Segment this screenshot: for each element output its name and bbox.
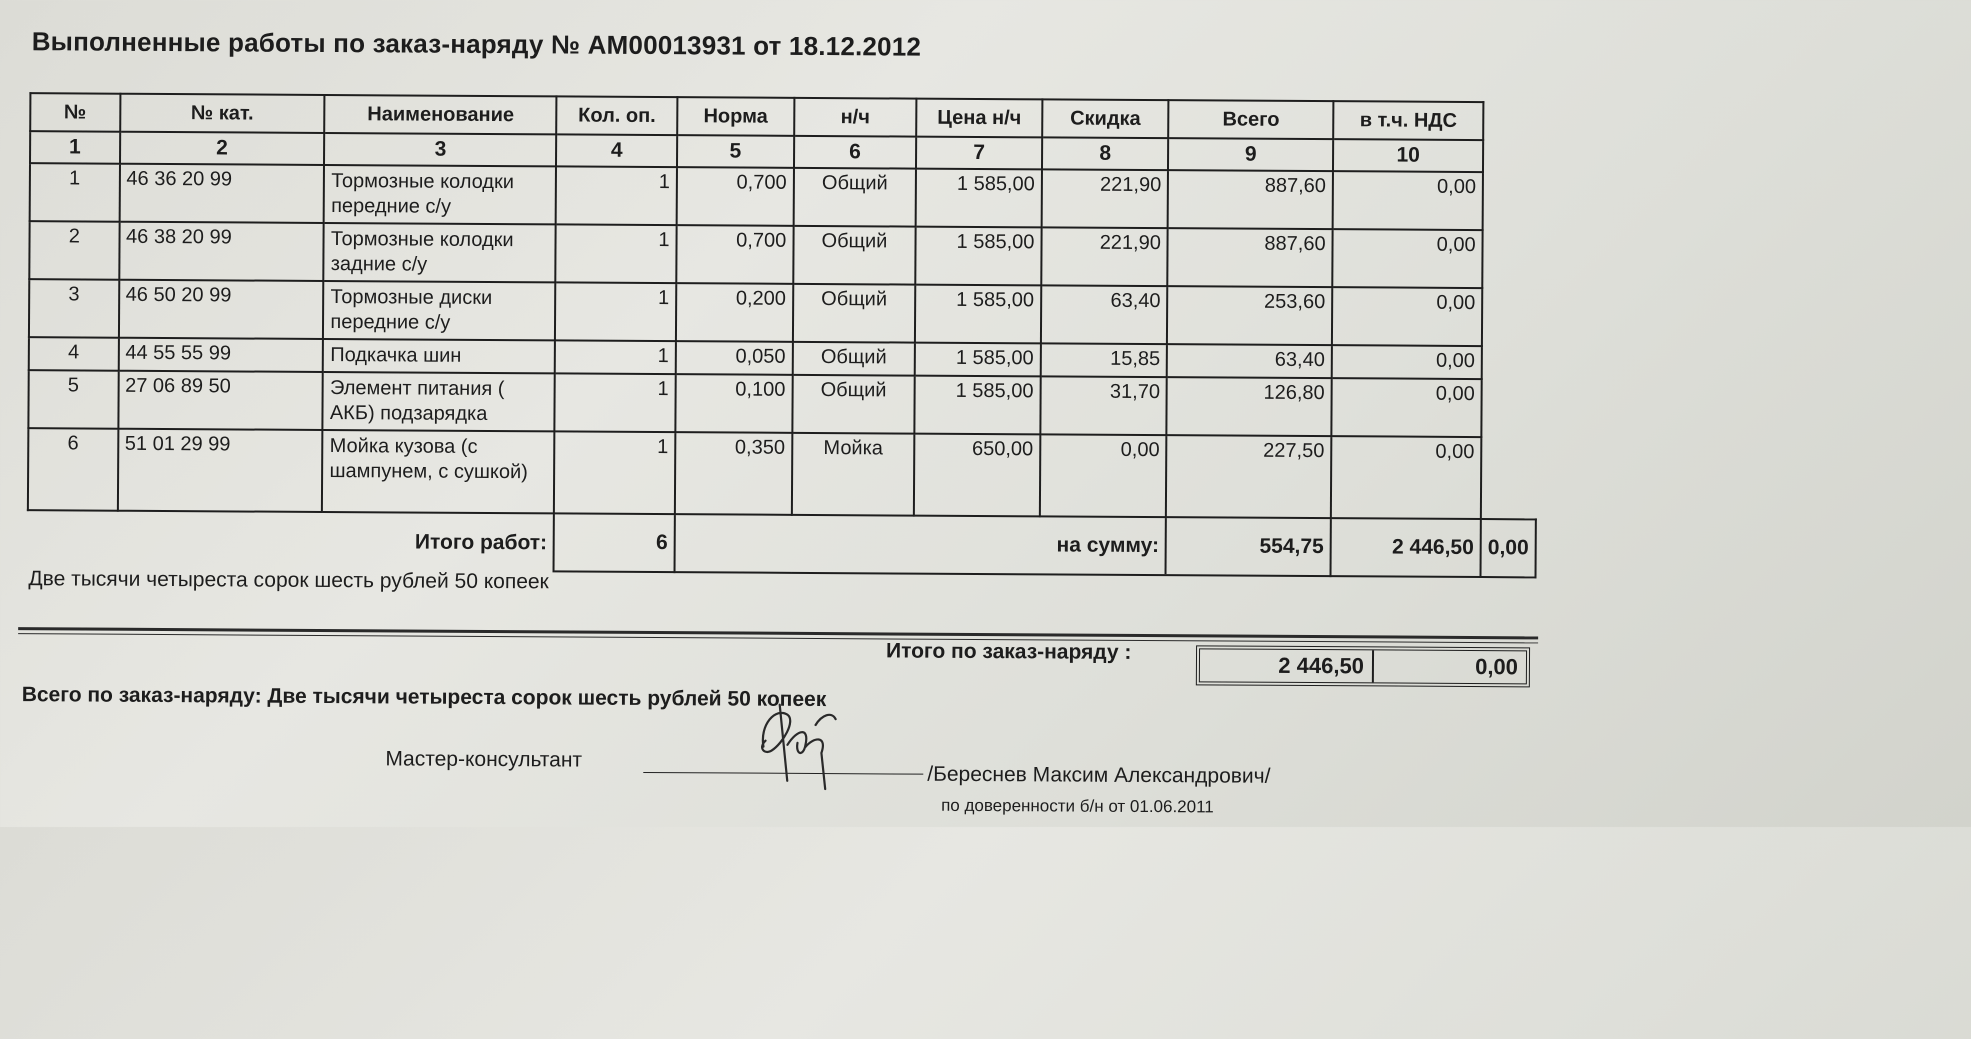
row-type: Общий [793,226,916,285]
discount-total: 554,75 [1166,517,1331,576]
row-vat: 0,00 [1331,378,1481,437]
row-num: 4 [29,337,119,371]
row-vat: 0,00 [1331,436,1482,519]
row-norm: 0,700 [676,225,793,284]
master-consultant-name: /Береснев Максим Александрович/ [927,762,1271,788]
header-qty: Кол. оп. [557,96,678,135]
row-num: 1 [30,163,120,222]
header-vat: в т.ч. НДС [1333,101,1483,140]
vat-total: 0,00 [1481,519,1536,577]
table-row [29,279,1537,346]
table-row [30,163,1538,230]
row-discount: 63,40 [1041,285,1168,344]
row-total: 253,60 [1167,286,1332,345]
row-discount: 221,90 [1042,169,1169,228]
row-discount: 0,00 [1040,434,1167,517]
row-cat: 44 55 55 99 [118,338,323,372]
row-cat: 46 38 20 99 [119,222,324,281]
row-name: Подкачка шин [323,339,555,373]
totals-row [28,510,1536,577]
table-row [28,428,1536,519]
table-row [28,370,1536,437]
column-number: 7 [916,137,1042,170]
column-number: 4 [556,134,677,167]
row-num: 2 [29,221,119,280]
column-number: 6 [794,136,917,169]
column-number: 8 [1042,137,1169,170]
row-qty: 1 [554,431,675,514]
order-total-label: Итого по заказ-наряду : [885,639,1132,664]
row-price: 1 585,00 [915,343,1041,377]
row-price: 1 585,00 [915,376,1041,435]
row-norm: 0,100 [675,374,792,433]
row-total: 126,80 [1167,377,1332,436]
row-cat: 27 06 89 50 [118,371,323,430]
row-type: Общий [792,342,915,376]
handwritten-signature [735,685,846,796]
row-price: 650,00 [914,434,1040,517]
column-number: 9 [1168,138,1333,171]
row-qty: 1 [556,224,677,283]
row-type: Общий [793,168,916,227]
row-vat: 0,00 [1333,171,1483,230]
row-type: Мойка [792,433,915,516]
row-discount: 31,70 [1040,376,1167,435]
row-qty: 1 [555,340,676,374]
row-total: 227,50 [1166,435,1331,518]
header-type: н/ч [794,98,917,137]
row-name: Элемент питания ( АКБ) подзарядка [323,372,555,431]
master-consultant-label: Мастер-консультант [385,747,583,772]
row-num: 3 [29,279,119,338]
header-total: Всего [1169,100,1334,139]
column-number: 5 [677,135,794,168]
amount-in-words: Две тысячи четыреста сорок шесть рублей 50 копеек [28,567,549,594]
row-total: 887,60 [1168,170,1333,229]
document-title: Выполненные работы по заказ-наряду № АМ00013931 от 18.12.2012 [31,26,922,62]
row-total: 887,60 [1168,228,1333,287]
order-total-box [1196,645,1530,687]
table-row [29,221,1537,288]
row-vat: 0,00 [1332,345,1482,379]
column-number: 3 [324,133,556,166]
row-name: Мойка кузова (с шампунем, с сушкой) [322,430,554,513]
row-price: 1 585,00 [915,285,1041,344]
totals-spacer [28,510,323,570]
row-discount: 221,90 [1041,227,1168,286]
row-type: Общий [792,375,915,434]
row-norm: 0,350 [675,432,792,515]
order-total-in-words: Всего по заказ-наряду: Две тысячи четыреста сорок шесть рублей 50 копеек [21,683,827,712]
row-qty: 1 [556,166,677,225]
sum-label: на сумму: [674,514,1166,575]
works-total-label: Итого работ: [322,512,554,571]
grand-total: 2 446,50 [1331,518,1481,577]
works-count: 6 [554,513,675,572]
row-num: 5 [28,370,118,429]
row-price: 1 585,00 [916,169,1042,228]
works-table [27,92,1540,578]
header-discount: Скидка [1042,99,1169,138]
row-vat: 0,00 [1332,229,1482,288]
row-price: 1 585,00 [915,227,1041,286]
row-total: 63,40 [1167,344,1332,378]
row-vat: 0,00 [1332,287,1482,346]
row-cat: 51 01 29 99 [117,429,322,512]
header-price: Цена н/ч [916,99,1042,138]
proxy-note: по доверенности б/н от 01.06.2011 [941,795,1214,817]
order-total-vat: 0,00 [1475,654,1519,680]
row-name: Тормозные колодки задние с/у [324,223,556,282]
row-qty: 1 [555,373,676,432]
column-number: 10 [1333,139,1483,172]
order-total-sum: 2 446,50 [1200,649,1374,682]
row-cat: 46 36 20 99 [119,164,324,223]
row-num: 6 [28,428,118,511]
column-number: 2 [120,132,325,165]
header-cat: № кат. [120,94,325,133]
row-type: Общий [793,284,916,343]
header-norm: Норма [677,97,794,136]
column-number: 1 [30,131,120,164]
row-norm: 0,200 [676,283,793,342]
row-cat: 46 50 20 99 [118,280,323,339]
row-qty: 1 [555,282,676,341]
row-norm: 0,050 [676,341,793,375]
row-discount: 15,85 [1041,343,1168,377]
row-norm: 0,700 [677,167,794,226]
header-name: Наименование [325,95,557,134]
row-name: Тормозные диски передние с/у [323,281,555,340]
header-num: № [30,93,120,132]
row-name: Тормозные колодки передние с/у [324,165,556,224]
